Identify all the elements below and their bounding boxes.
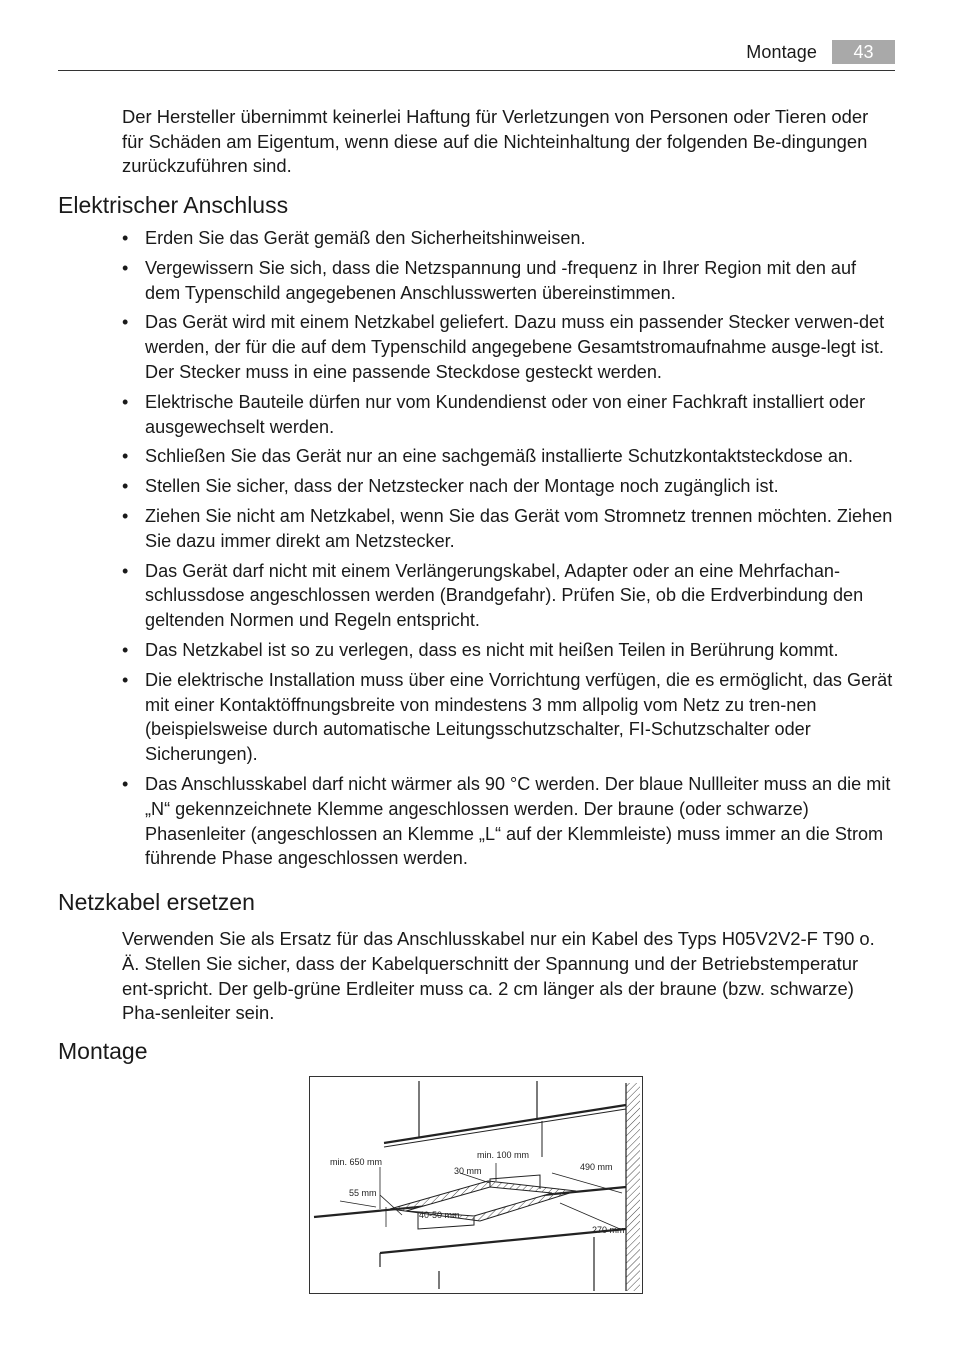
bullet-icon: • [122, 505, 129, 526]
header-section-title: Montage [746, 42, 817, 62]
list-item: • Das Netzkabel ist so zu verlegen, dass es nicht mit heißen Teilen in Berührung kommt. [122, 638, 894, 663]
dim-min-650: min. 650 mm [330, 1157, 383, 1167]
heading-elektrischer-anschluss: Elektrischer Anschluss [58, 192, 289, 218]
list-item: • Vergewissern Sie sich, dass die Netzspannung und -frequenz in Ihrer Region mit den auf dem Typenschild angegebenen Anschlusswerten übereinstimmen. [122, 257, 857, 303]
bullet-icon: • [122, 446, 129, 467]
netzkabel-paragraph: Verwenden Sie als Ersatz für das Anschlusskabel nur ein Kabel des Typs H05V2V2-F T90 o. Ä. Stellen Sie sicher, dass der Kabelquerschnitt der Spannung und der Betriebstemperatur ent-spricht. Der gelb-grüne Erdleiter muss ca. 2 cm länger als der braune (bzw. schwarze) Pha-senleiter sein. [122, 928, 875, 1024]
list-item: • Elektrische Bauteile dürfen nur vom Kundendienst oder von einer Fachkraft installiert oder ausgewechselt werden. [122, 391, 866, 437]
heading-netzkabel-ersetzen: Netzkabel ersetzen [58, 889, 255, 915]
bullet-icon: • [122, 312, 129, 333]
list-item: • Das Gerät wird mit einem Netzkabel geliefert. Dazu muss ein passender Stecker verwen-det werden, der für die auf dem Typenschild angegebene Gesamtstromaufnahme ausge-legt ist. Der Stecker muss in eine passende Steckdose gesteckt werden. [122, 312, 885, 382]
list-item: • Erden Sie das Gerät gemäß den Sicherheitshinweisen. [122, 226, 894, 251]
list-item: • Die elektrische Installation muss über eine Vorrichtung verfügen, die es ermöglicht, das Gerät mit einer Kontaktöffnungsbreite von mindestens 3 mm allpolig vom Netz zu tren-nen (beispielsweise durch automatische Leitungsschutzschalter, FI-Schutzschalter oder Sicherungen). [122, 669, 893, 765]
list-item: • Ziehen Sie nicht am Netzkabel, wenn Sie das Gerät vom Stromnetz trennen möchten. Ziehen Sie dazu immer direkt am Netzstecker. [122, 505, 893, 551]
intro-paragraph: Der Hersteller übernimmt keinerlei Haftung für Verletzungen von Personen oder Tieren oder für Schäden am Eigentum, wenn diese auf die Nichteinhaltung der folgenden Be-dingungen zurückzuführen sind. [122, 106, 869, 177]
dim-40-50: 40-50 mm [419, 1210, 460, 1220]
dim-490: 490 mm [580, 1162, 613, 1172]
page-number-badge: 43 [832, 40, 895, 64]
page-header [58, 40, 895, 71]
installation-drawing [310, 1077, 642, 1293]
bullet-icon: • [122, 669, 129, 690]
dim-270: 270 mm [592, 1225, 625, 1235]
bullet-icon: • [122, 257, 129, 278]
installation-diagram [309, 1076, 643, 1294]
dim-30: 30 mm [454, 1166, 482, 1176]
wall-hatch [626, 1083, 640, 1291]
bullet-icon: • [122, 228, 129, 248]
heading-montage: Montage [58, 1038, 148, 1064]
list-item: • Schließen Sie das Gerät nur an eine sachgemäß installierte Schutzkontaktsteckdose an. [122, 444, 894, 469]
bullet-icon: • [122, 560, 129, 581]
dim-55: 55 mm [349, 1188, 377, 1198]
list-item: • Das Gerät darf nicht mit einem Verlängerungskabel, Adapter oder an eine Mehrfachan-schlussdose angeschlossen werden (Brandgefahr). Prüfen Sie, ob die Erdverbindung den geltenden Normen und Regeln entspricht. [122, 560, 864, 631]
dim-min-100: min. 100 mm [477, 1150, 530, 1160]
list-item: • Das Anschlusskabel darf nicht wärmer als 90 °C werden. Der blaue Nullleiter muss an die mit „N“ gekennzeichnete Klemme angeschlossen werden. Der braune (oder schwarze) Phasenleiter (angeschlossen an Klemme „L“ auf der Klemmleiste) muss immer an die Strom führende Phase angeschlossen werden. [122, 773, 891, 869]
bullet-icon: • [122, 773, 129, 794]
bullet-icon: • [122, 639, 129, 660]
list-item: • Stellen Sie sicher, dass der Netzstecker nach der Montage noch zugänglich ist. [122, 474, 894, 499]
bullet-icon: • [122, 391, 129, 412]
bullet-icon: • [122, 476, 129, 497]
electrical-bullet-list [122, 226, 894, 876]
